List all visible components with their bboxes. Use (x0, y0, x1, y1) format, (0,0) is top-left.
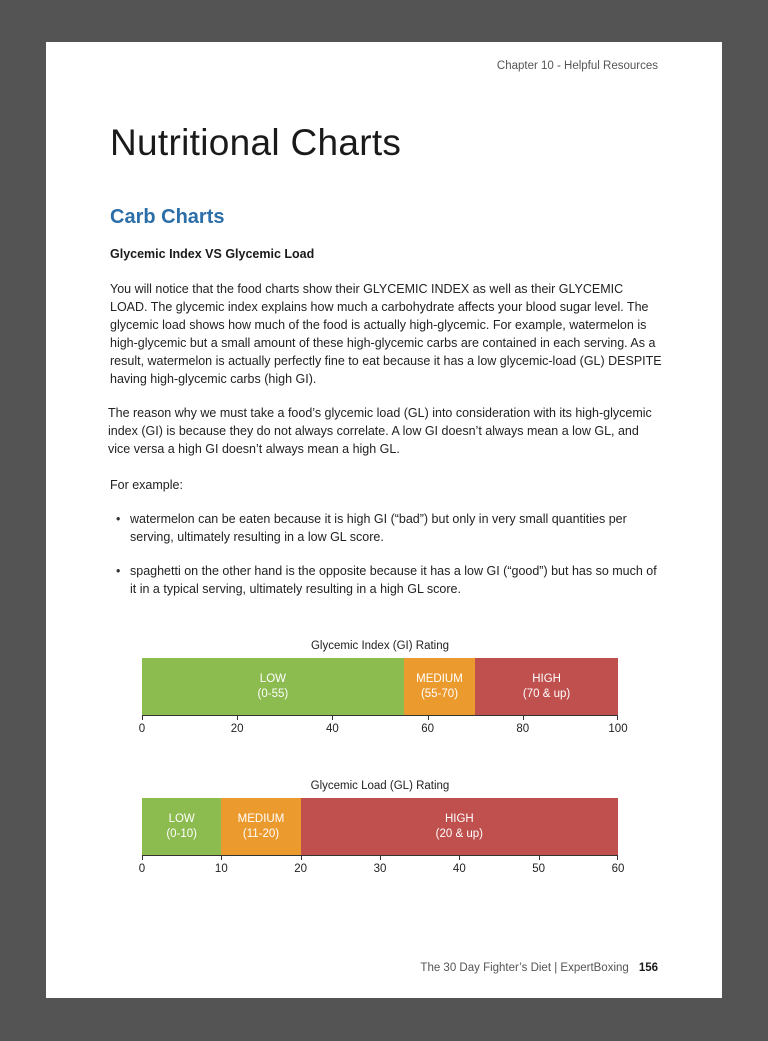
axis-tick-label: 0 (138, 863, 146, 875)
axis-tick (428, 716, 429, 720)
gl-segment-medium (221, 798, 300, 855)
axis-tick (142, 716, 143, 720)
axis-tick (617, 716, 618, 720)
axis-tick (237, 716, 238, 720)
axis-tick-label: 40 (325, 723, 339, 735)
paragraph-reason: The reason why we must take a food’s glycemic load (GL) into consideration with its high-glycemic index (GI) is because they do not always correlate. A low GI doesn’t always mean a low GL, and vice versa a high GI doesn’t always mean a high GL. (108, 406, 652, 456)
paragraph-intro: You will notice that the food charts show their GLYCEMIC INDEX as well as their GLYCEMIC LOAD. The glycemic index explains how much a carbohydrate affects your blood sugar level. The glycemic load shows how much of the food is actually high-glycemic. For example, watermelon is high-glycemic but a small amount of these high-glycemic carbs are contained in each serving. As a result, watermelon is actually perfectly fine to eat because it has a low glycemic-load (GL) DESPITE having high-glycemic carbs (high GI). (110, 282, 662, 386)
segment-label: HIGH (444, 812, 474, 825)
segment-range-label: (0-10) (166, 827, 197, 840)
segment-label: MEDIUM (237, 812, 285, 825)
segment-label: MEDIUM (416, 672, 463, 685)
list-item: • spaghetti on the other hand is the opposite because it has a low GI (“good”) but has so much of it in a typical serving, ultimately resulting in a high GL score. (110, 562, 662, 598)
axis-tick (301, 856, 302, 860)
gl-rating-bar (142, 798, 618, 855)
axis-tick-label: 50 (532, 863, 546, 875)
segment-label: HIGH (532, 672, 561, 685)
footer-book-title: The 30 Day Fighter’s Diet | ExpertBoxing (420, 962, 629, 974)
axis-tick (617, 856, 618, 860)
gi-chart-title: Glycemic Index (GI) Rating (310, 640, 450, 652)
gi-segment-medium (404, 658, 475, 715)
section-title: Carb Charts (110, 206, 225, 228)
axis-tick-label: 80 (516, 723, 530, 735)
axis-tick (332, 716, 333, 720)
axis-tick-label: 60 (421, 723, 434, 735)
axis-tick-label: 40 (452, 863, 466, 875)
axis-tick (380, 856, 381, 860)
gl-rating-chart (138, 780, 625, 876)
segment-range-label: (55-70) (420, 687, 459, 700)
axis-tick (142, 856, 143, 860)
axis-tick-label: 30 (373, 863, 387, 875)
example-list (110, 510, 662, 614)
subsection-title: Glycemic Index VS Glycemic Load (110, 247, 315, 261)
axis-tick-label: 20 (294, 863, 308, 875)
segment-label: LOW (259, 672, 286, 685)
segment-range-label: (20 & up) (435, 827, 483, 840)
list-item: • watermelon can be eaten because it is high GI (“bad”) but only in very small quantities per serving, ultimately resulting in a low GL score. (110, 510, 662, 546)
gi-segment-high (475, 658, 618, 715)
gi-axis (138, 715, 628, 736)
page-number: 156 (638, 962, 658, 974)
paragraph-example-lead: For example: (110, 478, 183, 492)
gi-segment-low (142, 658, 404, 715)
gi-rating-chart (138, 640, 628, 736)
gl-chart-title: Glycemic Load (GL) Rating (310, 780, 450, 792)
chapter-header: Chapter 10 - Helpful Resources (496, 60, 658, 72)
document-page (46, 42, 722, 998)
segment-range-label: (70 & up) (522, 687, 571, 700)
page-footer (420, 962, 658, 974)
axis-tick (539, 856, 540, 860)
axis-tick-label: 20 (230, 723, 244, 735)
axis-tick (459, 856, 460, 860)
axis-tick (523, 716, 524, 720)
segment-range-label: (11-20) (242, 827, 280, 840)
gl-segment-low (142, 798, 221, 855)
segment-label: LOW (168, 812, 195, 825)
axis-tick-label: 100 (608, 723, 628, 735)
page-title: Nutritional Charts (110, 122, 402, 163)
gl-axis (138, 855, 625, 876)
axis-tick (221, 856, 222, 860)
segment-range-label: (0-55) (257, 687, 289, 700)
axis-tick-label: 60 (611, 863, 625, 875)
axis-tick-label: 10 (214, 863, 228, 875)
axis-tick-label: 0 (138, 723, 146, 735)
gl-segment-high (301, 798, 618, 855)
gi-rating-bar (142, 658, 618, 715)
